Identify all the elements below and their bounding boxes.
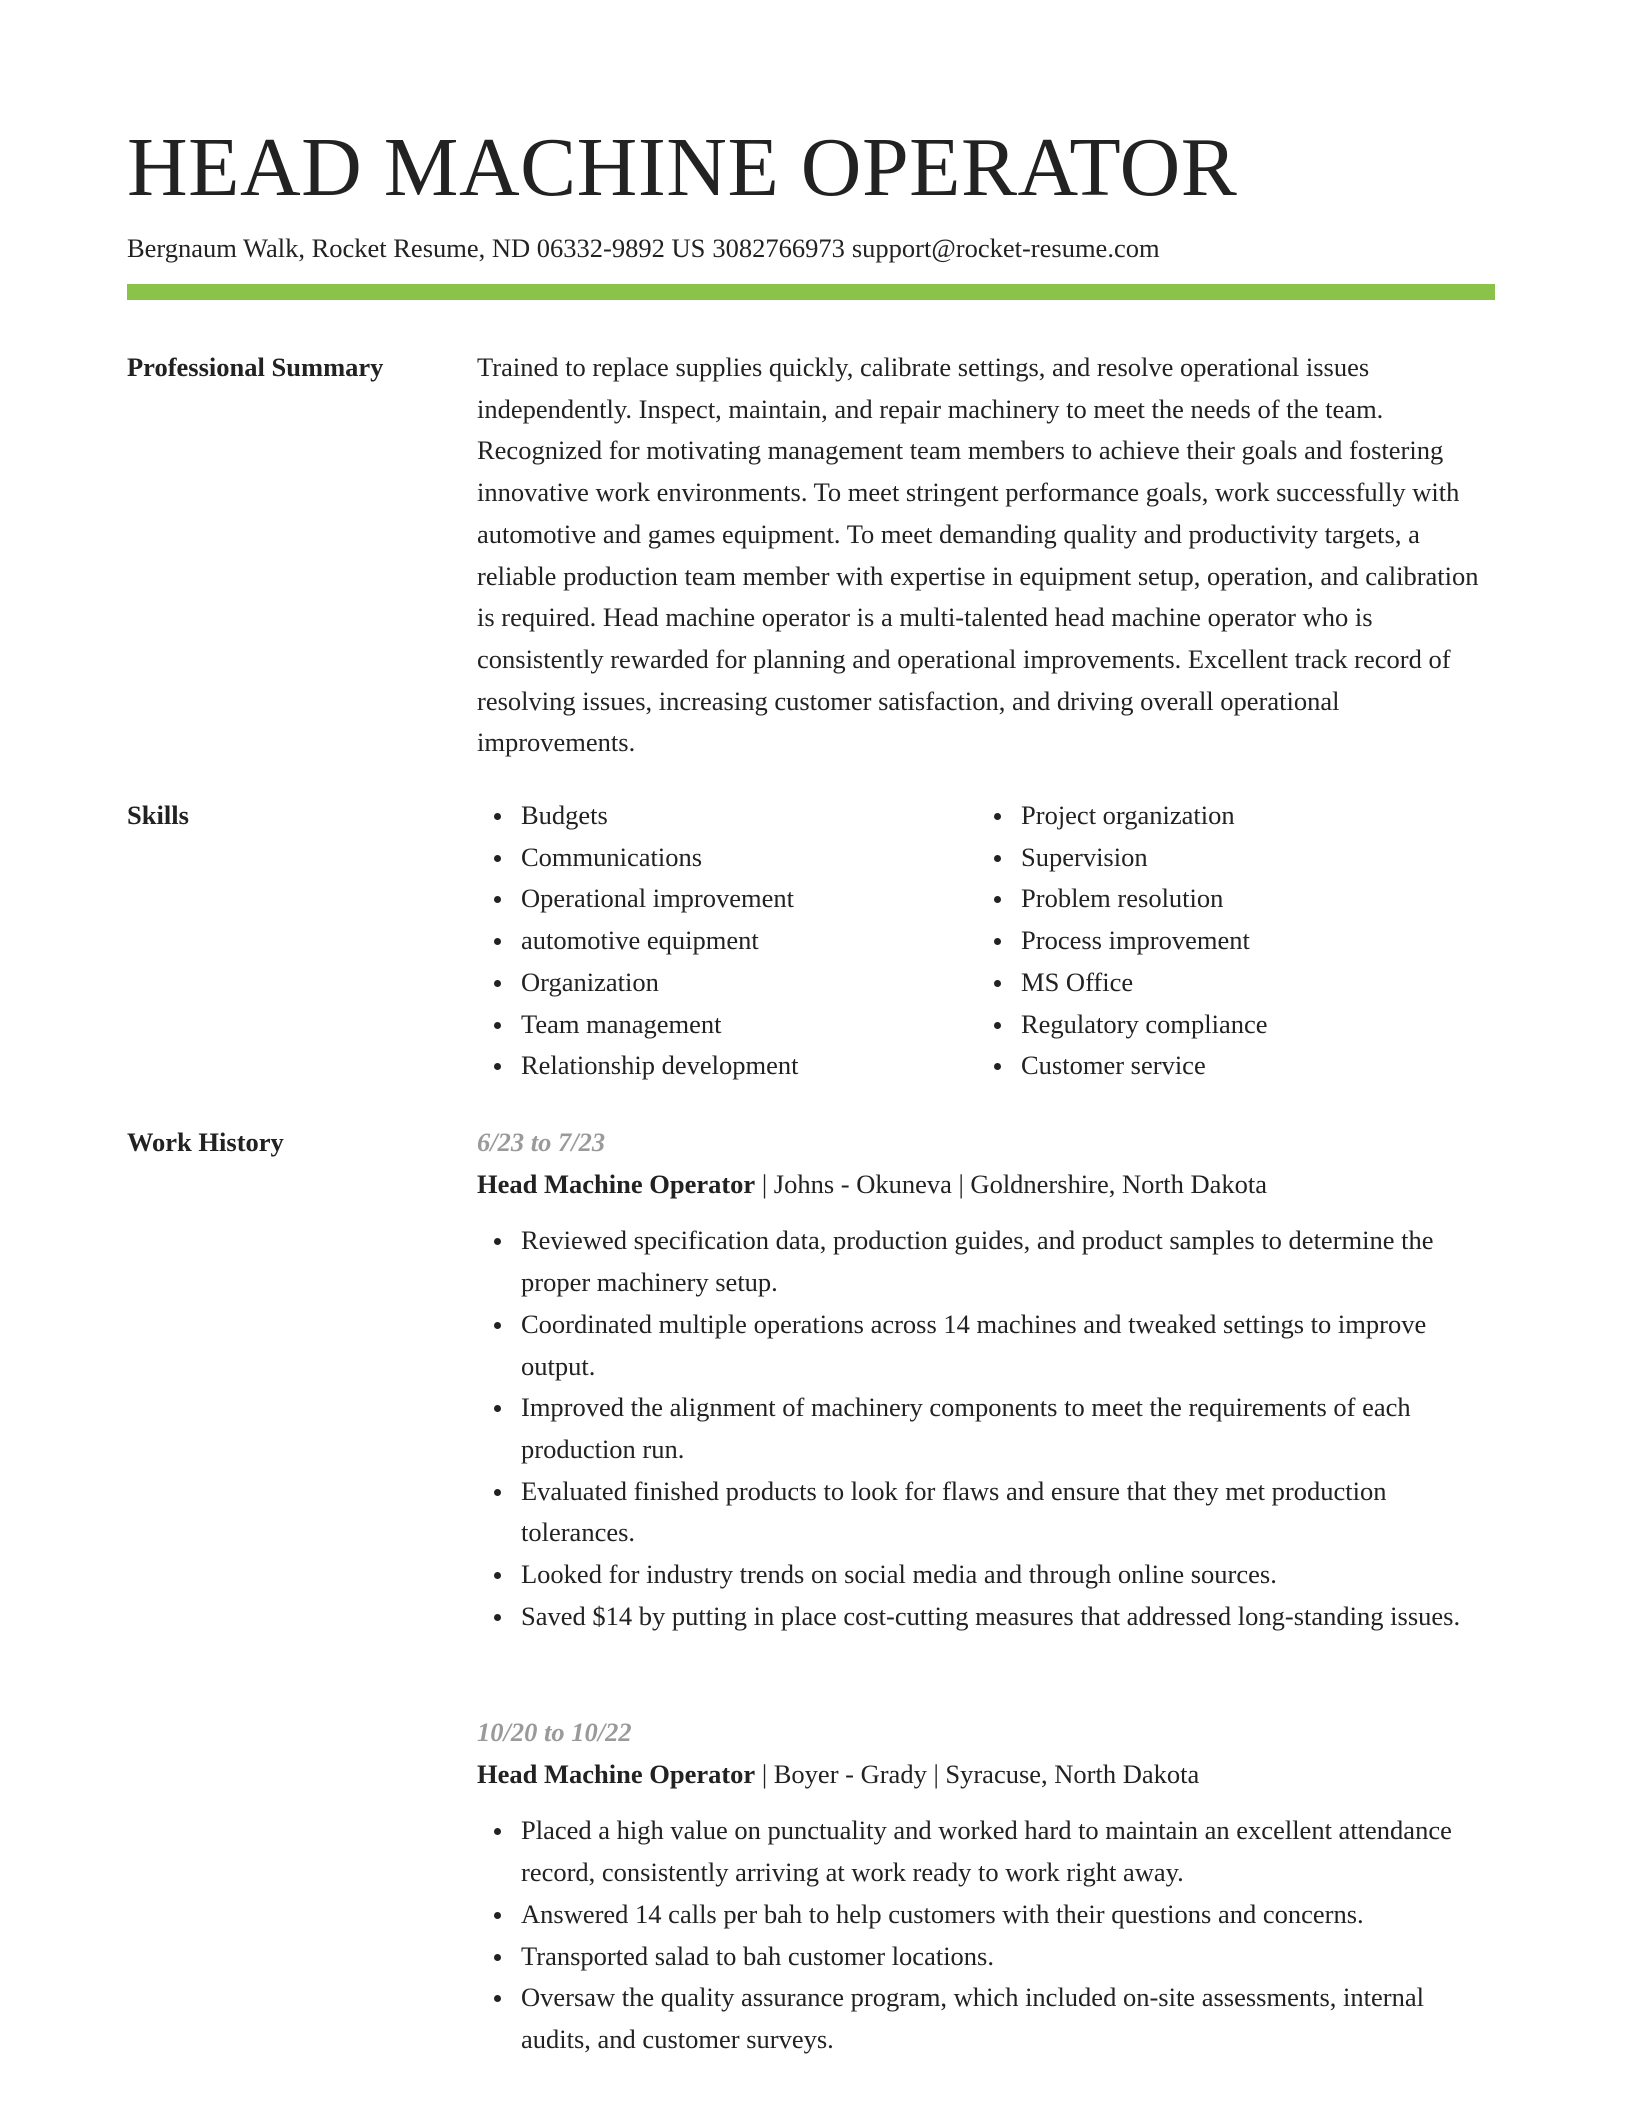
job-bullet: Reviewed specification data, production guides, and product samples to determine the proper machinery setup. [521,1220,1495,1303]
skill-item: Project organization [1021,795,1539,837]
skill-item: MS Office [1021,962,1539,1004]
job-bullet: Coordinated multiple operations across 14 machines and tweaked settings to improve output. [521,1304,1495,1387]
accent-rule [127,284,1495,300]
contact-phone: 3082766973 [712,233,845,263]
job-bullet: Placed a high value on punctuality and worked hard to maintain an excellent attendance record, consistently arriving at work ready to work right away. [521,1810,1495,1893]
job-header [477,1754,1495,1796]
skill-item: Team management [521,1004,1021,1046]
skills-list-left [477,795,1021,1087]
job-bullet: Answered 14 calls per bah to help customers with their questions and concerns. [521,1894,1495,1936]
job-dates: 6/23 to 7/23 [477,1127,606,1157]
skill-item: Communications [521,837,1021,879]
job-bullet-list [477,1810,1495,2060]
skill-item: Operational improvement [521,878,1021,920]
skill-item: Supervision [1021,837,1539,879]
job-bullet: Looked for industry trends on social media and through online sources. [521,1554,1495,1596]
skills-list-right [977,795,1539,1087]
skill-item: Relationship development [521,1045,1021,1087]
skill-item: Customer service [1021,1045,1539,1087]
skill-item: Regulatory compliance [1021,1004,1539,1046]
summary-body [477,347,1495,764]
job-bullet: Improved the alignment of machinery components to meet the requirements of each production run. [521,1387,1495,1470]
job-entry [477,1122,1495,1637]
summary-heading: Professional Summary [127,352,384,382]
contact-email: support@rocket-resume.com [851,233,1160,263]
skill-item: automotive equipment [521,920,1021,962]
job-bullet: Saved $14 by putting in place cost-cutting measures that addressed long-standing issues. [521,1596,1495,1638]
contact-address: Bergnaum Walk, Rocket Resume, ND 06332-9892 US [127,233,706,263]
skills-heading: Skills [127,800,189,830]
job-bullet: Oversaw the quality assurance program, which included on-site assessments, internal audits, and customer surveys. [521,1977,1495,2060]
job-bullet: Evaluated finished products to look for flaws and ensure that they met production tolerances. [521,1471,1495,1554]
contact-line [127,232,1160,264]
job-title: Head Machine Operator [477,1758,756,1789]
job-details: | Boyer - Grady | Syracuse, North Dakota [755,1758,1200,1789]
resume-name: HEAD MACHINE OPERATOR [127,121,1238,214]
job-dates: 10/20 to 10/22 [477,1717,632,1747]
job-title: Head Machine Operator [477,1168,756,1199]
skill-item: Organization [521,962,1021,1004]
work-history-heading: Work History [127,1127,284,1157]
skill-item: Process improvement [1021,920,1539,962]
job-header [477,1164,1495,1206]
job-entry [477,1712,1495,2061]
job-bullet-list [477,1220,1495,1637]
skill-item: Problem resolution [1021,878,1539,920]
summary-text: Trained to replace supplies quickly, calibrate settings, and resolve operational issues independently. Inspect, maintain, and repair machinery to meet the needs of the team. Recognized for motivating management team members to achieve their goals and fostering innovative work environments. To meet stringent performance goals, work successfully with automotive and games equipment. To meet demanding quality and productivity targets, a reliable production team member with expertise in equipment setup, operation, and calibration is required. Head machine operator is a multi-talented head machine operator who is consistently rewarded for planning and operational improvements. Excellent track record of resolving issues, increasing customer satisfaction, and driving overall operational improvements. [477,352,1479,758]
skill-item: Budgets [521,795,1021,837]
skills-body [477,795,1495,1087]
job-details: | Johns - Okuneva | Goldnershire, North Dakota [755,1168,1267,1199]
job-bullet: Transported salad to bah customer locations. [521,1936,1495,1978]
